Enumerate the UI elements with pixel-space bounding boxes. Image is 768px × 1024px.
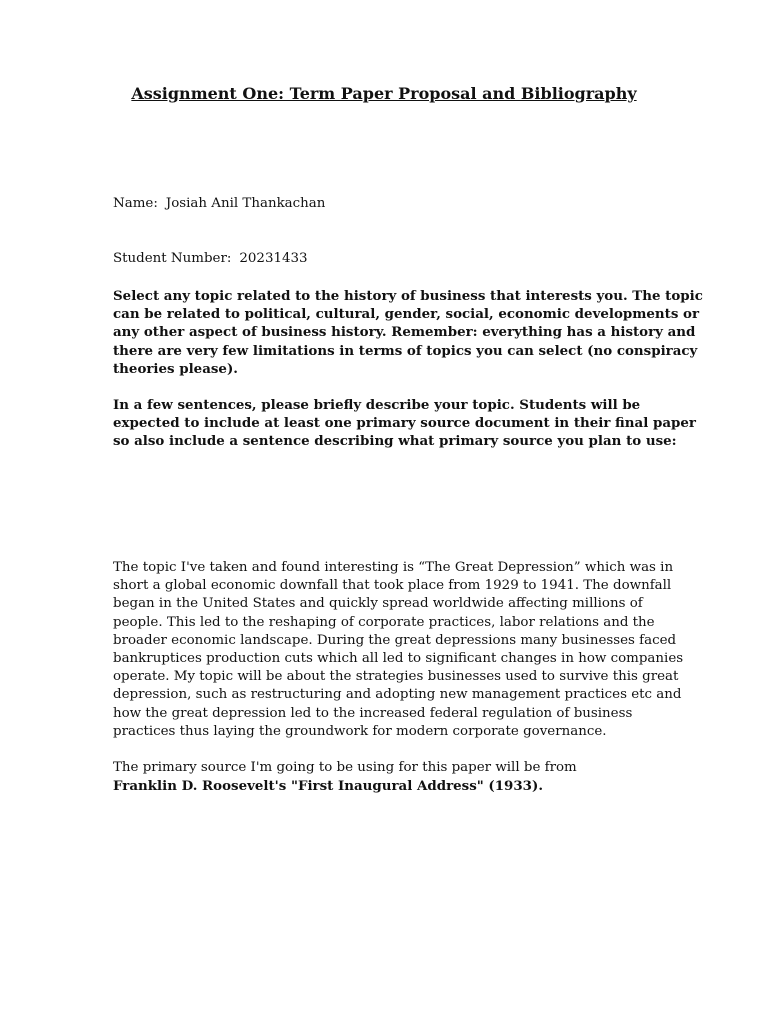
page-title: Assignment One: Term Paper Proposal and Bibliography: [131, 84, 637, 103]
paragraph-line: began in the United States and quickly spread worldwide affecting millions of: [113, 596, 643, 612]
paragraph-line: In a few sentences, please briefly describe your topic. Students will be: [113, 397, 641, 413]
name-label: Name:: [113, 196, 158, 211]
paragraph-line: operate. My topic will be about the strategies businesses used to survive this great: [113, 669, 679, 685]
paragraph-line: bankruptices production cuts which all led to significant changes in how companies: [113, 651, 684, 667]
topic-description-paragraph: [113, 559, 684, 741]
student-number-label: Student Number:: [113, 251, 232, 266]
paragraph-line: there are very few limitations in terms of topics you can select (no conspiracy: [113, 342, 698, 359]
paragraph-line: people. This led to the reshaping of corporate practices, labor relations and the: [113, 614, 655, 630]
paragraph-line: how the great depression led to the increased federal regulation of business: [113, 705, 633, 721]
student-number-value: 20231433: [239, 251, 308, 266]
name-row: [113, 195, 325, 213]
source-title: Franklin D. Roosevelt's "First Inaugural Address" (1933).: [113, 778, 543, 795]
paragraph-line: theories please).: [113, 360, 238, 377]
paragraph-line: so also include a sentence describing what primary source you plan to use:: [113, 433, 677, 450]
instructions-describe-paragraph: [113, 396, 696, 451]
primary-source-paragraph: [113, 759, 673, 795]
paragraph-line: depression, such as restructuring and adopting new management practices etc and: [113, 687, 682, 703]
paragraph-line: practices thus laying the groundwork for modern corporate governance.: [113, 723, 607, 739]
student-number-row: [113, 250, 308, 268]
paragraph-line: The topic I've taken and found interesting is “The Great Depression” which was in: [113, 560, 674, 575]
instructions-select-paragraph: [113, 287, 703, 378]
paragraph-line: Select any topic related to the history of business that interests you. The topic: [113, 288, 703, 304]
paragraph-line: can be related to political, cultural, gender, social, economic developments or: [113, 306, 700, 323]
paragraph-line: short a global economic downfall that took place from 1929 to 1941. The downfall: [113, 578, 672, 594]
paragraph-line: any other aspect of business history. Remember: everything has a history and: [113, 324, 696, 341]
source-intro: The primary source I'm going to be using for this paper will be from: [113, 760, 577, 775]
name-value: Josiah Anil Thankachan: [165, 196, 326, 211]
paragraph-line: broader economic landscape. During the great depressions many businesses faced: [113, 632, 677, 648]
paragraph-line: expected to include at least one primary source document in their final paper: [113, 415, 696, 432]
